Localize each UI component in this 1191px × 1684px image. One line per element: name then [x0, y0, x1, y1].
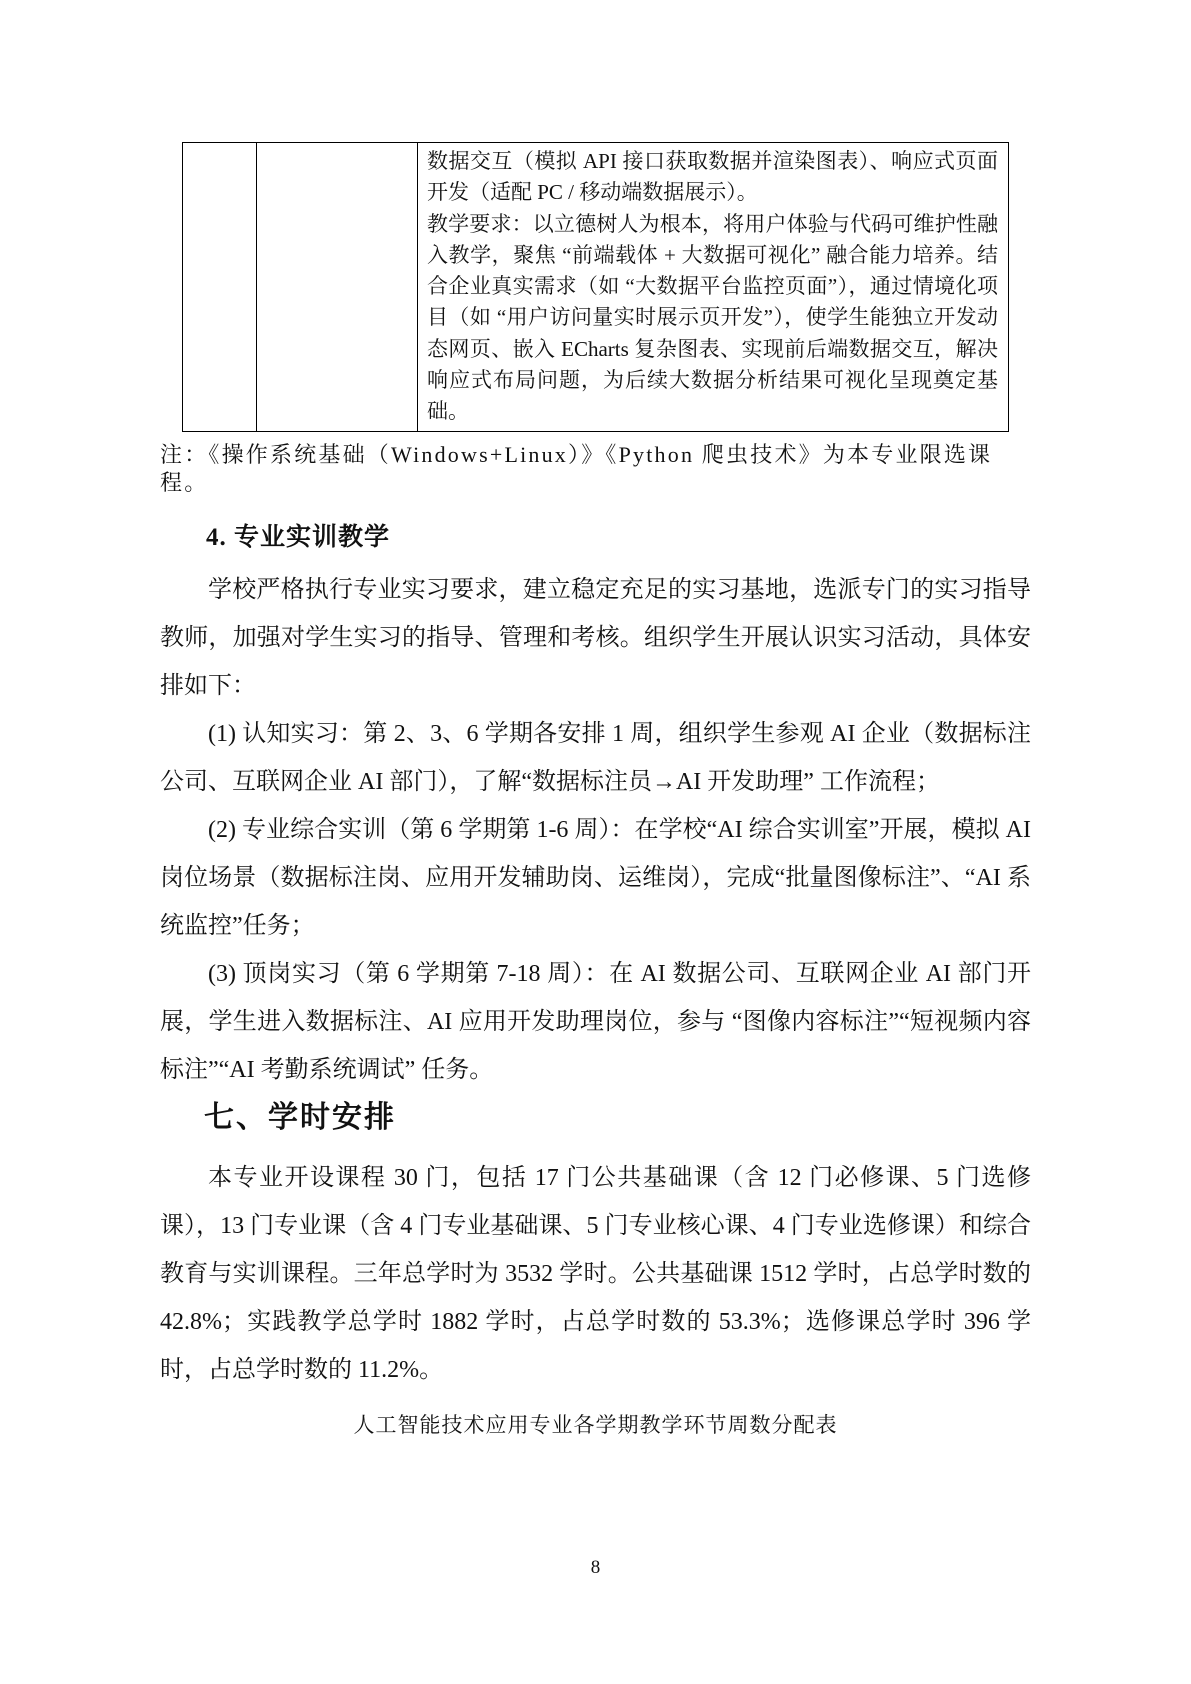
- section-heading-practical-training: 4. 专业实训教学: [206, 523, 391, 551]
- table-cell-empty-left: [183, 143, 257, 432]
- practical-training-intro: 学校严格执行专业实习要求，建立稳定充足的实习基地，选派专门的实习指导教师，加强对学生实习的指导、管理和考核。组织学生开展认识实习活动，具体安排如下：: [160, 576, 1031, 699]
- page-number: 8: [590, 1557, 601, 1578]
- practice-item-comprehensive-training: (2) 专业综合实训（第 6 学期第 1-6 周）：在学校“AI 综合实训室”开展，模拟 AI 岗位场景（数据标注岗、应用开发辅助岗、运维岗），完成“批量图像标注”、“AI 系统监控”任务；: [160, 816, 1031, 939]
- course-teaching-requirements-text: 教学要求：以立德树人为根本，将用户体验与代码可维护性融入教学，聚焦 “前端载体 + 大数据可视化” 融合能力培养。结合企业真实需求（如 “大数据平台监控页面”），通过情境化项目（如 “用户访问量实时展示页开发”），使学生能独立开发动态网页、嵌入 ECharts 复杂图表、实现前后端数据交互，解决响应式布局问题，为后续大数据分析结果可视化呈现奠定基础。: [427, 211, 998, 424]
- section-heading-class-hours: 七、学时安排: [204, 1100, 396, 1134]
- table-row: [183, 143, 1009, 432]
- practice-item-cognitive-internship: (1) 认知实习：第 2、3、6 学期各安排 1 周，组织学生参观 AI 企业（数据标注公司、互联网企业 AI 部门），了解“数据标注员→AI 开发助理” 工作流程；: [160, 720, 1031, 795]
- course-content-text: 数据交互（模拟 API 接口获取数据并渲染图表）、响应式页面开发（适配 PC / 移动端数据展示）。: [427, 149, 998, 205]
- table-cell-empty-middle: [257, 143, 418, 432]
- schedule-table-caption: 人工智能技术应用专业各学期教学环节周数分配表: [353, 1412, 838, 1437]
- class-hours-body: 本专业开设课程 30 门，包括 17 门公共基础课（含 12 门必修课、5 门选修课），13 门专业课（含 4 门专业基础课、5 门专业核心课、4 门专业选修课）和综合教育与实训课程。三年总学时为 3532 学时。公共基础课 1512 学时，占总学时数的 42.8%；实践教学总学时 1882 学时，占总学时数的 53.3%；选修课总学时 396 学时，占总学时数的 11.2%。: [160, 1164, 1031, 1383]
- page-content: [160, 0, 1031, 1440]
- table-cell-course-detail: [418, 143, 1009, 432]
- course-description-table: [182, 142, 1009, 432]
- table-note: 注：《操作系统基础（Windows+Linux）》《Python 爬虫技术》为本专业限选课程。: [160, 441, 993, 495]
- practice-item-post-internship: (3) 顶岗实习（第 6 学期第 7-18 周）：在 AI 数据公司、互联网企业 AI 部门开展，学生进入数据标注、AI 应用开发助理岗位，参与 “图像内容标注”“短视频内容标注”“AI 考勤系统调试” 任务。: [160, 960, 1031, 1083]
